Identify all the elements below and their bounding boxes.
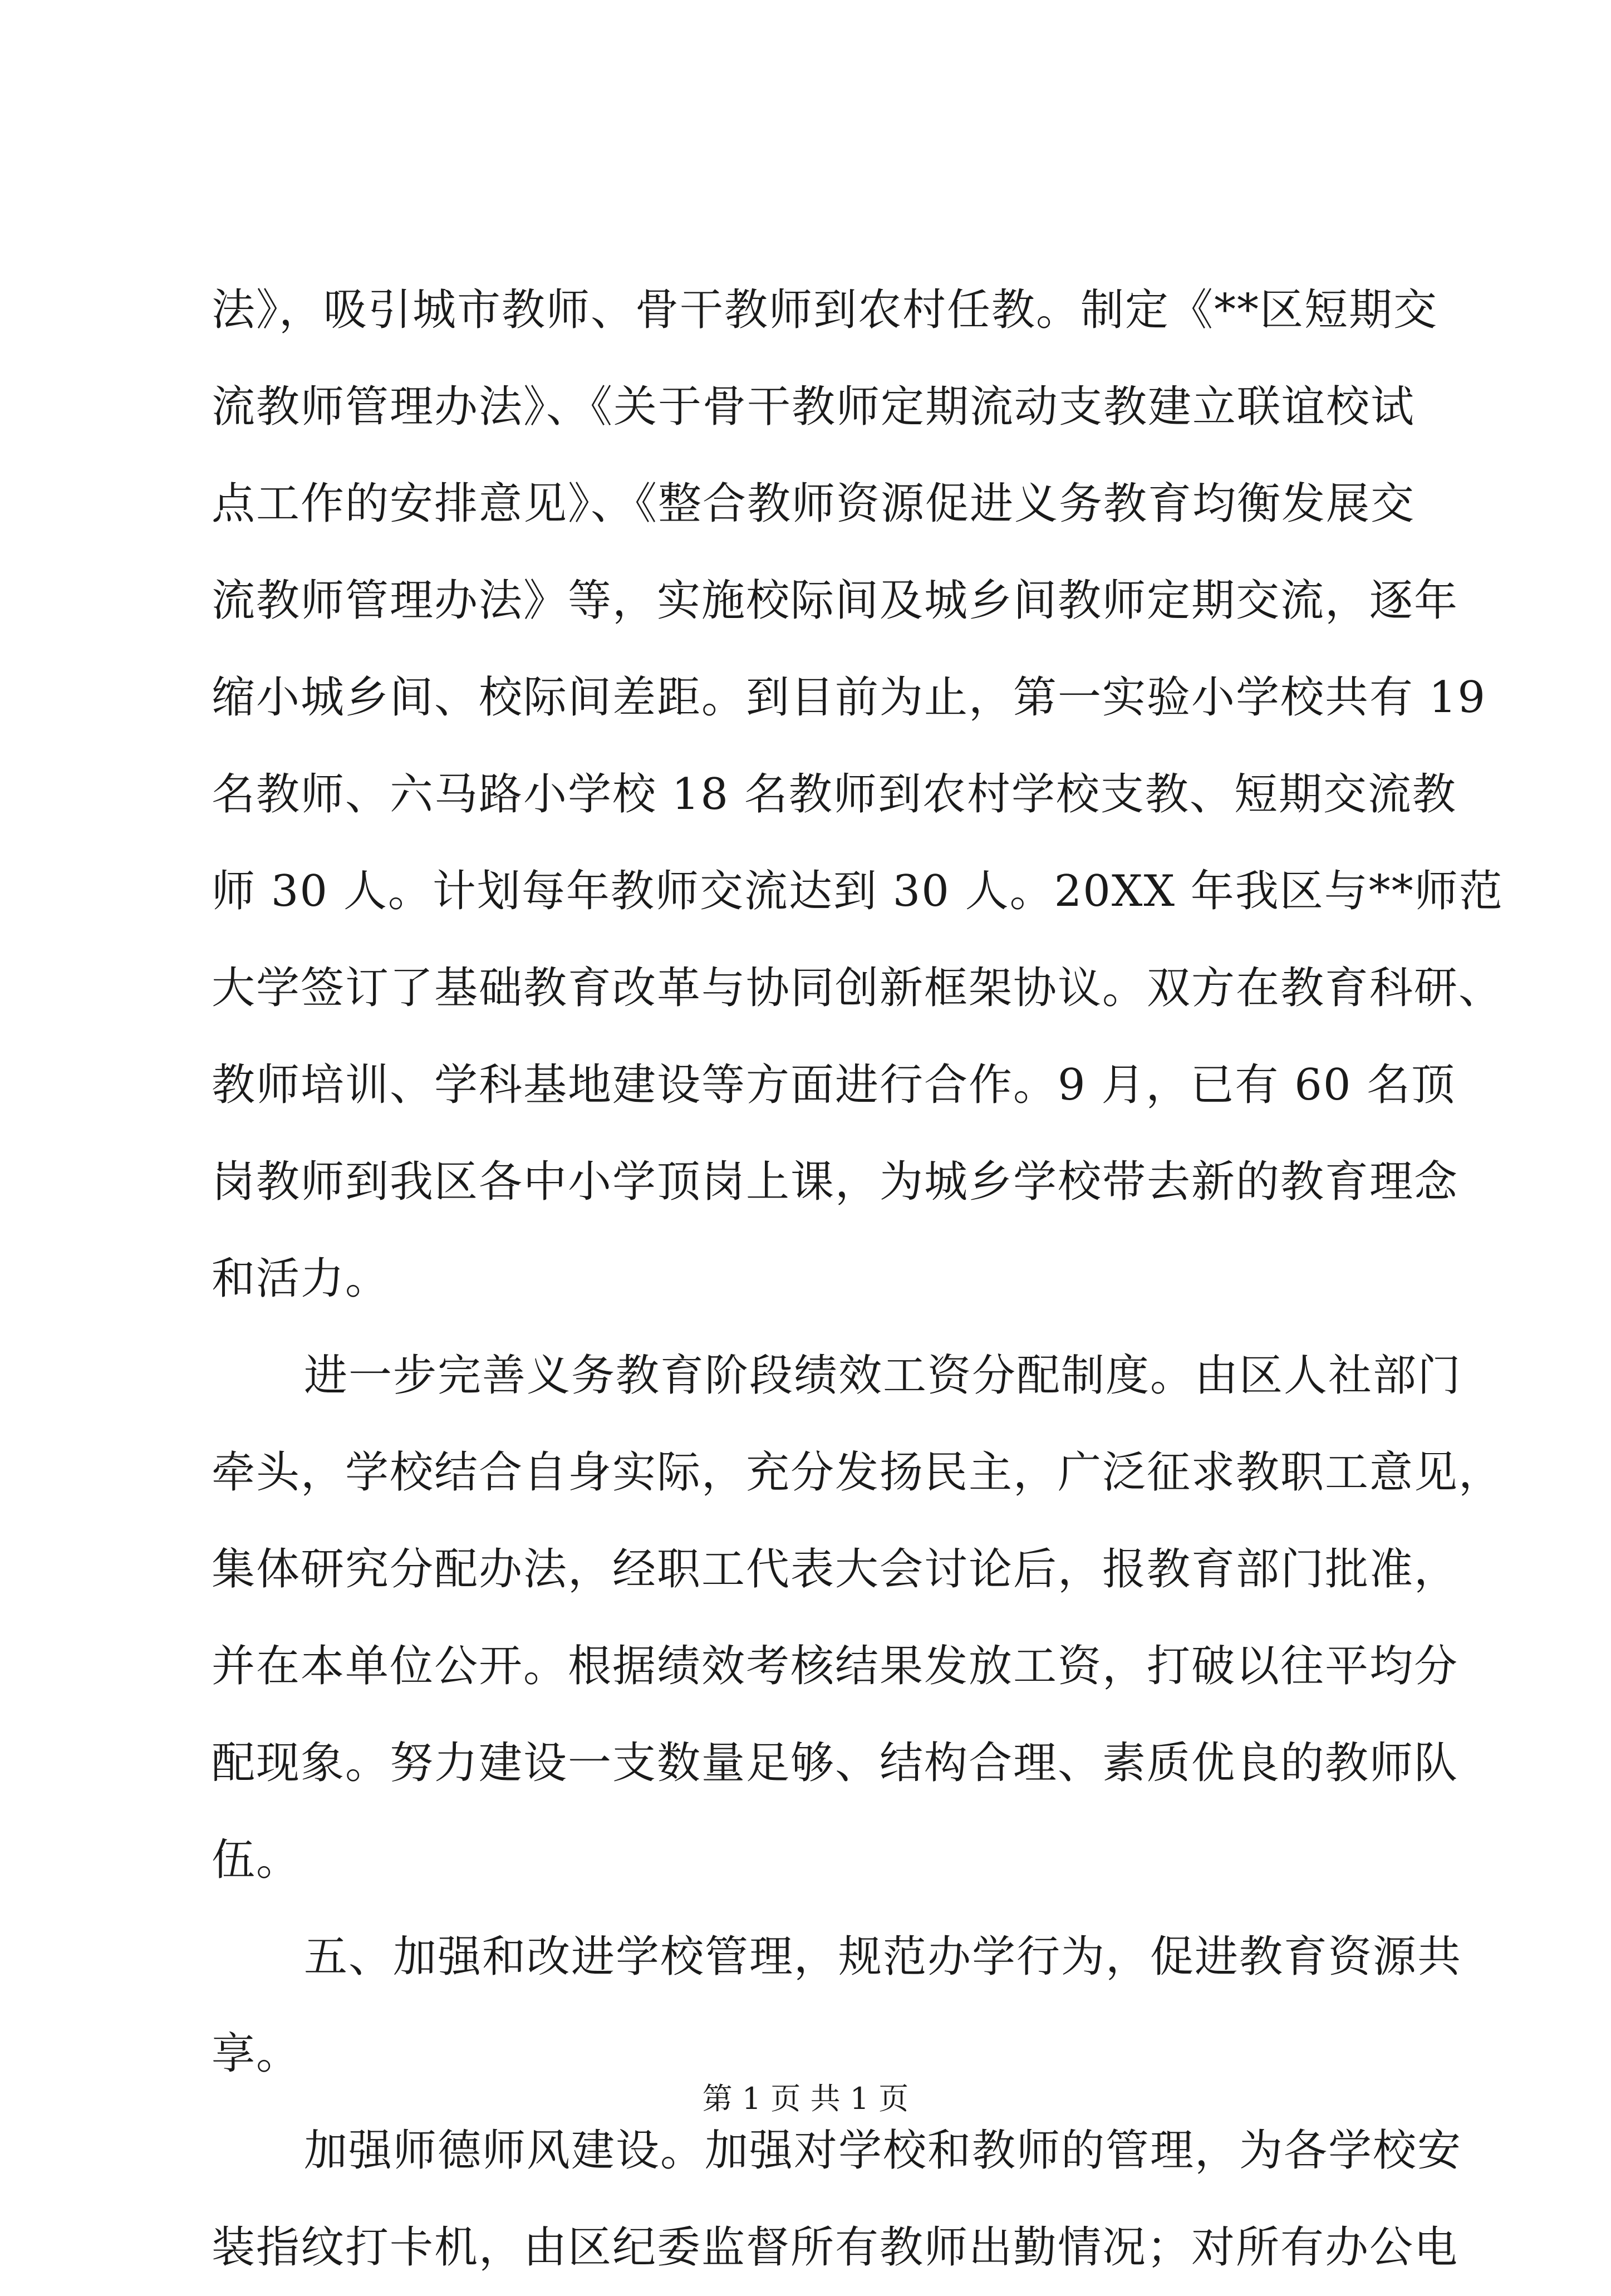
text-line: 进一步完善义务教育阶段绩效工资分配制度。由区人社部门 xyxy=(304,1351,1462,1401)
text-line: 五、加强和改进学校管理，规范办学行为，促进教育资源共 xyxy=(304,1932,1462,1982)
text-line: 法》，吸引城市教师、骨干教师到农村任教。制定《**区短期交 xyxy=(212,285,1438,335)
text-line: 和活力。 xyxy=(212,1254,390,1304)
text-line: 加强师德师风建设。加强对学校和教师的管理，为各学校安 xyxy=(304,2126,1462,2176)
text-line: 伍。 xyxy=(212,1835,301,1885)
text-line: 缩小城乡间、校际间差距。到目前为止，第一实验小学校共有 19 xyxy=(212,673,1487,723)
text-line: 岗教师到我区各中小学顶岗上课，为城乡学校带去新的教育理念 xyxy=(212,1157,1459,1207)
text-line: 并在本单位公开。根据绩效考核结果发放工资，打破以往平均分 xyxy=(212,1641,1459,1691)
paragraph-ethics xyxy=(212,2102,1462,2296)
text-line: 流教师管理办法》、《关于骨干教师定期流动支教建立联谊校试 xyxy=(212,382,1416,432)
text-line: 牵头，学校结合自身实际，充分发扬民主，广泛征求教职工意见， xyxy=(212,1448,1504,1498)
paragraph-teacher-exchange xyxy=(212,262,1504,1327)
text-line: 集体研究分配办法，经职工代表大会讨论后，报教育部门批准， xyxy=(212,1544,1459,1595)
text-line: 师 30 人。计划每年教师交流达到 30 人。20XX 年我区与**师范 xyxy=(212,866,1504,916)
text-line: 配现象。努力建设一支数量足够、结构合理、素质优良的教师队 xyxy=(212,1738,1459,1788)
text-line: 教师培训、学科基地建设等方面进行合作。9 月，已有 60 名顶 xyxy=(212,1060,1456,1110)
text-line: 点工作的安排意见》、《整合教师资源促进义务教育均衡发展交 xyxy=(212,479,1416,529)
document-body xyxy=(212,262,1504,2296)
text-line: 流教师管理办法》等，实施校际间及城乡间教师定期交流，逐年 xyxy=(212,576,1459,626)
page-number-label: 第 1 页 共 1 页 xyxy=(702,2081,909,2116)
section-heading-five xyxy=(212,1909,1462,2102)
text-line: 享。 xyxy=(212,2029,301,2079)
page-footer xyxy=(0,2079,1611,2118)
text-line: 大学签订了基础教育改革与协同创新框架协议。双方在教育科研、 xyxy=(212,963,1504,1013)
paragraph-performance-pay xyxy=(212,1327,1504,1909)
text-line: 装指纹打卡机，由区纪委监督所有教师出勤情况；对所有办公电 xyxy=(212,2223,1459,2273)
text-line: 名教师、六马路小学校 18 名教师到农村学校支教、短期交流教 xyxy=(212,769,1457,820)
